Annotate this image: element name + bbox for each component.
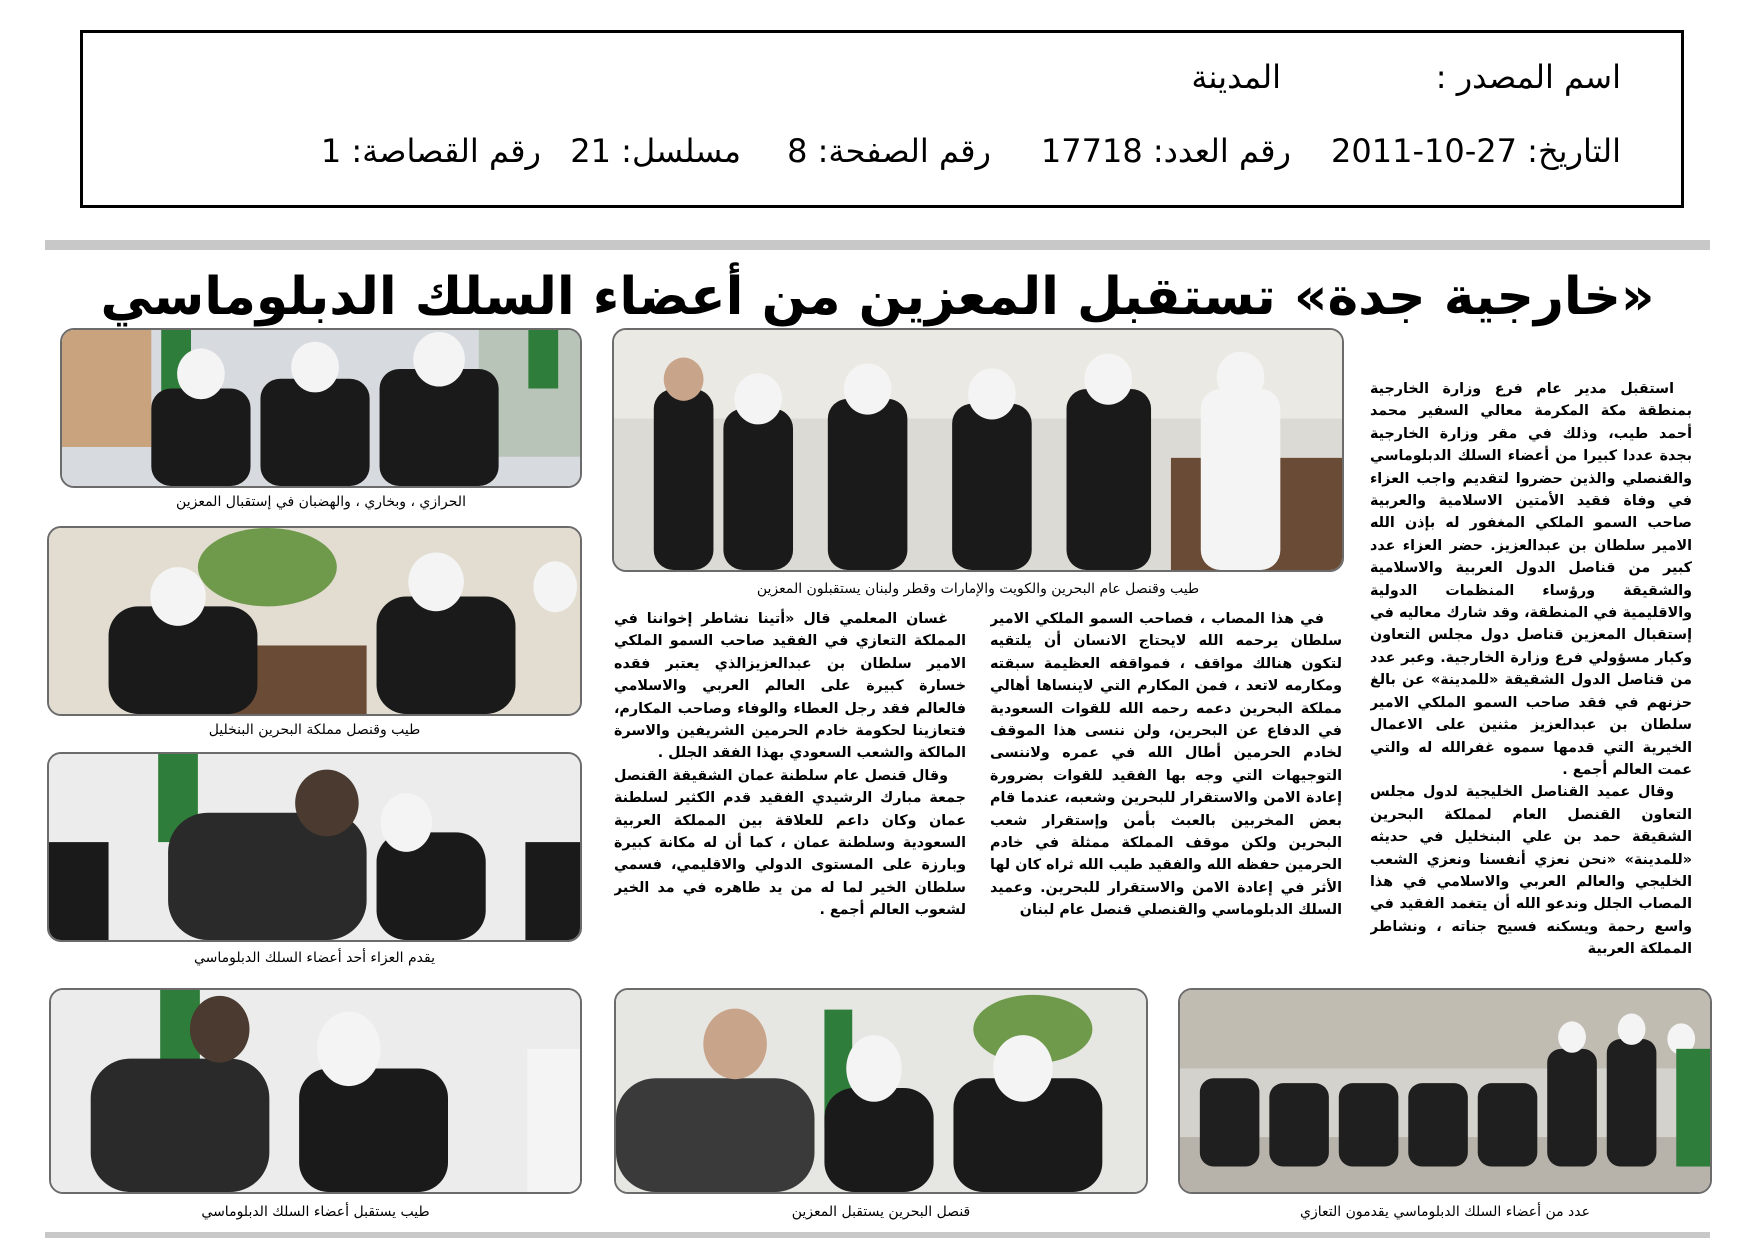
issue-field: رقم العدد: 17718	[1040, 132, 1291, 170]
article-headline: «خارجية جدة» تستقبل المعزين من أعضاء السلك الدبلوماسي	[100, 267, 1655, 327]
article-paragraph: وقال عميد القناصل الخليجية لدول مجلس التعاون القنصل العام لمملكة البحرين الشقيقة حمد بن علي البنخليل في حديثه «للمدينة» «نحن نعزي أنفسنا ونعزي الشعب الخليجي والعالم العربي والاسلامي في هذا المصاب الجلل وندعو الله أن يتغمد الفقيد في واسع رحمة ويسكنه فسيح جناته ، ونشاطر المملكة العربية	[1370, 784, 1692, 958]
top-rule	[45, 240, 1710, 250]
left-photo-3	[47, 752, 582, 942]
main-photo	[612, 328, 1344, 572]
page-field: رقم الصفحة: 8	[787, 132, 991, 170]
left-photo-1-caption: الحرازي ، وبخاري ، والهضبان في إستقبال المعزين	[176, 494, 466, 510]
article-column-1	[1370, 378, 1692, 998]
bottom-photo-left-caption: طيب يستقبل أعضاء السلك الدبلوماسي	[201, 1204, 430, 1220]
article-column-2	[990, 608, 1342, 980]
left-photo-2	[47, 526, 582, 716]
bottom-photo-middle	[614, 988, 1148, 1194]
date-field: التاريخ: 27-10-2011	[1331, 132, 1621, 170]
left-photo-2-caption: طيب وقنصل مملكة البحرين البنخليل	[208, 722, 421, 738]
bottom-photo-right-caption: عدد من أعضاء السلك الدبلوماسي يقدمون التعازي	[1300, 1204, 1590, 1220]
source-label: اسم المصدر :	[1435, 58, 1621, 96]
serial-field: مسلسل: 21	[570, 132, 741, 170]
article-column-3	[614, 608, 966, 980]
article-paragraph: غسان المعلمي قال «أتينا نشاطر إخواننا في المملكة التعازي في الفقيد صاحب السمو الملكي الامير سلطان بن عبدالعزيزالذي يعتبر فقده خسارة كبيرة على العالم العربي والاسلامي فالعالم فقد رجل العطاء والوفاء وصاحب المكارم، فتعازينا لحكومة خادم الحرمين الشريفين والاسرة المالكة والشعب السعودي بهذا الفقد الجلل .	[614, 611, 966, 762]
source-info-box	[80, 30, 1684, 208]
bottom-photo-middle-caption: قنصل البحرين يستقبل المعزين	[791, 1204, 971, 1220]
left-photo-1	[60, 328, 582, 488]
article-paragraph: وقال قنصل عام سلطنة عمان الشقيقة القنصل جمعة مبارك الرشيدي الفقيد قدم الكثير لسلطنة عمان وكان داعم للعلاقة بين المملكة العربية السعودية وسلطنة عمان ، كما أن له مكانة كبيرة وبارزة على المستوى الدولي والاقليمي، فسمي سلطان الخير لما له من يد طاهره في مد الخير لشعوب العالم أجمع .	[614, 767, 966, 919]
bottom-rule	[45, 1232, 1710, 1238]
bottom-photo-left	[49, 988, 582, 1194]
left-photo-3-caption: يقدم العزاء أحد أعضاء السلك الدبلوماسي	[194, 950, 435, 966]
clip-field: رقم القصاصة: 1	[320, 132, 541, 170]
source-value: المدينة	[1191, 58, 1281, 96]
main-photo-caption: طيب وقنصل عام البحرين والكويت والإمارات وقطر ولبنان يستقبلون المعزين	[756, 581, 1200, 597]
article-paragraph: استقبل مدير عام فرع وزارة الخارجية بمنطقة مكة المكرمة معالي السفير محمد أحمد طيب، وذلك في مقر وزارة الخارجية بجدة عددا كبيرا من أعضاء السلك الدبلوماسي والقنصلي والذين حضروا لتقديم واجب العزاء في وفاة فقيد الأمتين الاسلامية والعربية صاحب السمو الملكي المغفور له بإذن الله الامير سلطان بن عبدالعزيز. حضر العزاء عدد كبير من قناصل الدول العربية والاسلامية والشقيقة ورؤساء المنظمات الدولية والاقليمية في المنطقة، وقد شارك معاليه في إستقبال المعزين قناصل دول مجلس التعاون وكبار مسؤولي فرع وزارة الخارجية. وعبر عدد من قناصل الدول الشقيقة «للمدينة» عن بالغ حزنهم في فقد صاحب السمو الملكي الامير سلطان بن عبدالعزيز مثنين على الاعمال الخيرية التي قدمها سموه غفرالله له والتي عمت العالم أجمع .	[1370, 381, 1692, 778]
article-paragraph: في هذا المصاب ، فصاحب السمو الملكي الامير سلطان يرحمه الله لايحتاج الانسان أن يلتقيه لتكون هنالك مواقف ، فمواقفه العظيمة سبقته ومكارمه لاتعد ، فمن المكارم التي لاينساها أهالي مملكة البحرين دعمه رحمه الله للقوات السعودية في الدفاع عن البحرين، ولن ننسى هذا الموقف لخادم الحرمين أطال الله في عمره ولاننسى التوجيهات التي وجه بها الفقيد للقوات بضرورة إعادة الامن والاستقرار للبحرين وشعبه، عندما قام بعض المخربين بالعبث بأمن وإستقرار شعب البحرين ولكن موقف المملكة ممثلة في خادم الحرمين حفظه الله والفقيد طيب الله ثراه كان لها الأثر في إعادة الامن والاستقرار للبحرين. وعميد السلك الدبلوماسي والقنصلي قنصل عام لبنان	[990, 611, 1342, 919]
bottom-photo-right	[1178, 988, 1712, 1194]
